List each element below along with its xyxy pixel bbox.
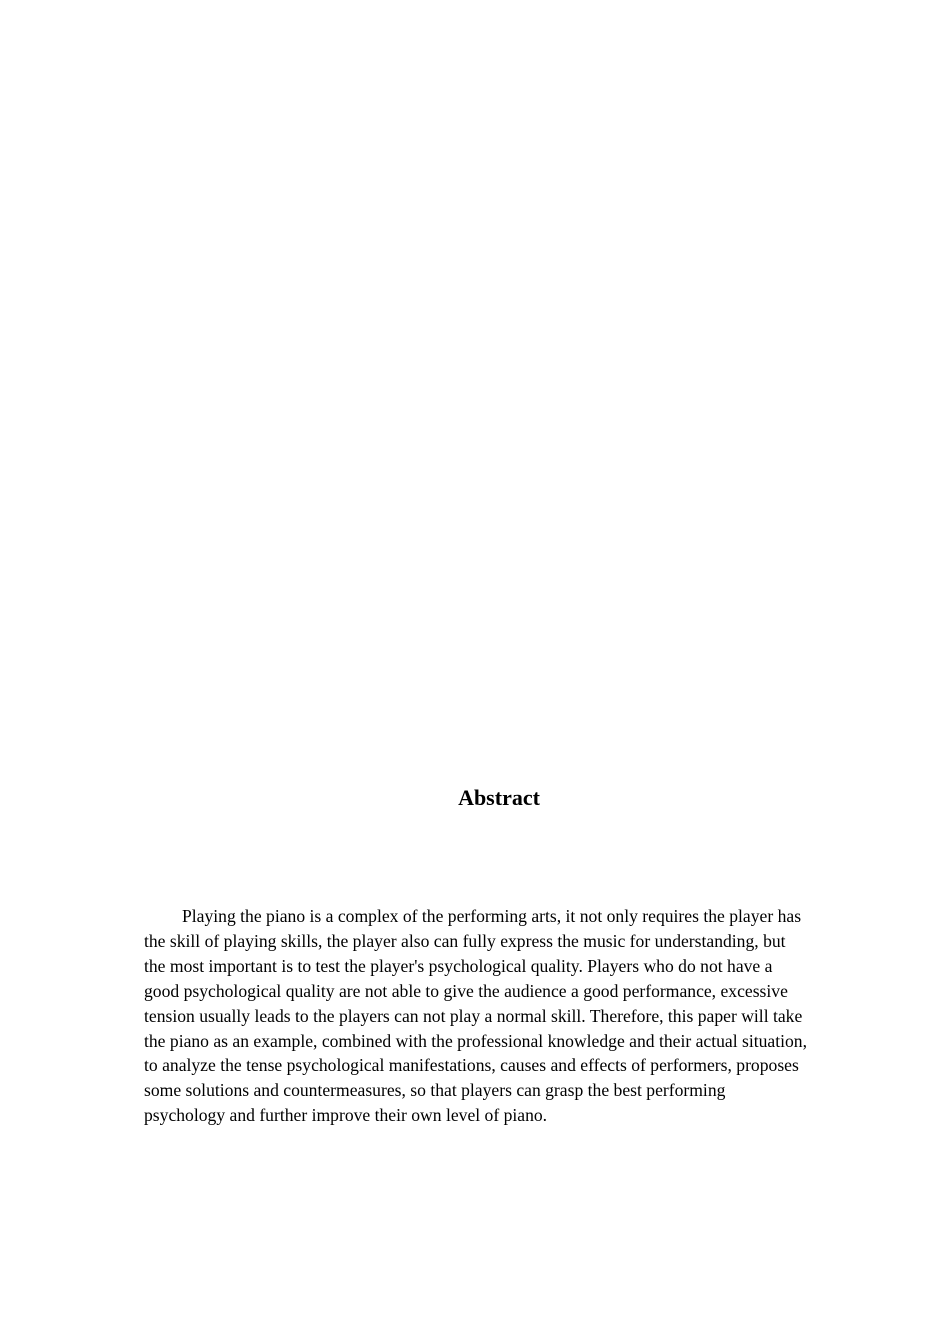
abstract-heading: Abstract <box>458 785 540 810</box>
abstract-paragraph: Playing the piano is a complex of the performing arts, it not only requires the player has the skill of playing skills, the player also can fully express the music for understanding, but the most important is to test the player's psychological quality. Players who do not have a good psychological quality are not able to give the audience a good performance, excessive tension usually leads to the players can not play a normal skill. Therefore, this paper will take the piano as an example, combined with the professional knowledge and their actual situation, to analyze the tense psychological manifestations, causes and effects of performers, proposes some solutions and countermeasures, so that players can grasp the best performing psychology and further improve their own level of piano. <box>144 906 807 1126</box>
